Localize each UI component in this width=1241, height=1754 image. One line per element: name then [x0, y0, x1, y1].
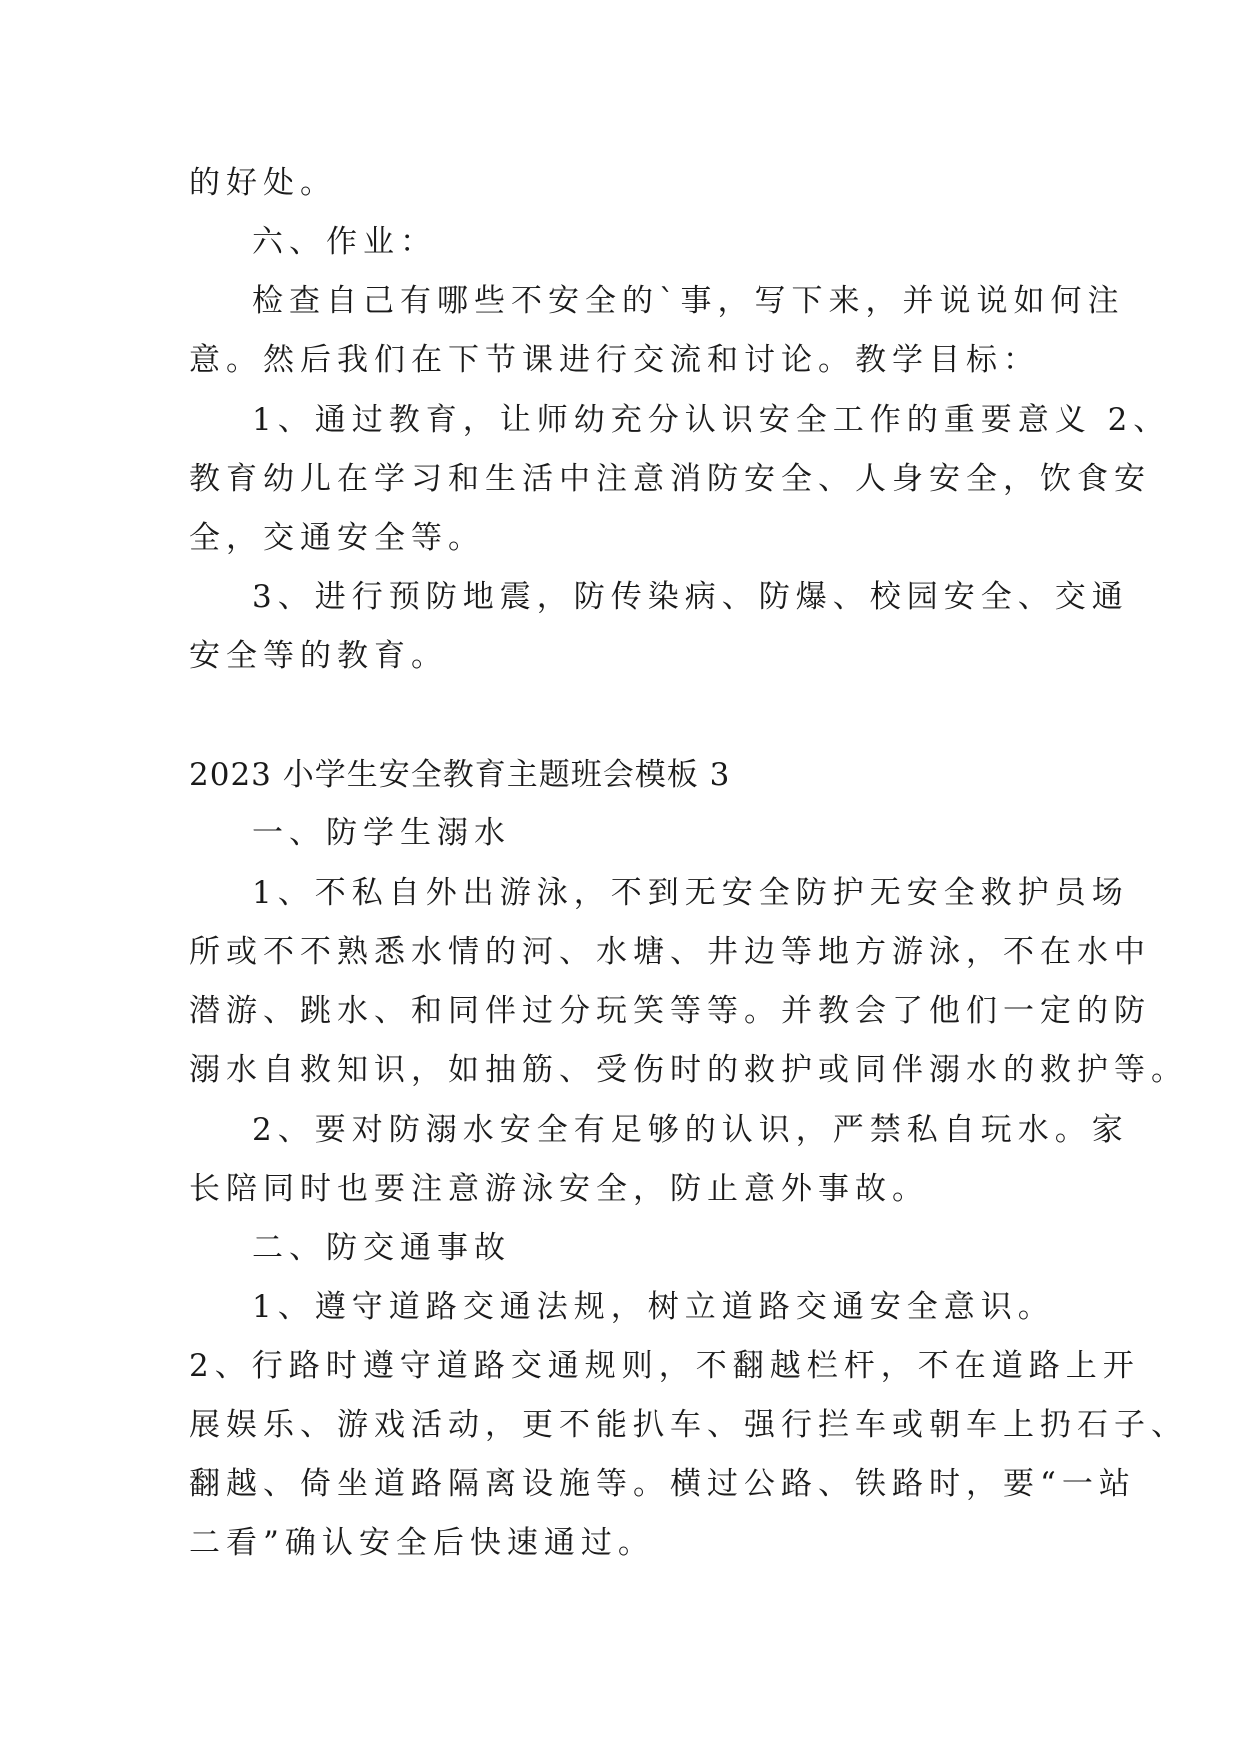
- text-line: 展娱乐、游戏活动，更不能扒车、强行拦车或朝车上扔石子、: [189, 1407, 1188, 1443]
- text-line: 潜游、跳水、和同伴过分玩笑等等。并教会了他们一定的防: [189, 993, 1151, 1029]
- text-line: 意。然后我们在下节课进行交流和讨论。教学目标：: [189, 342, 1040, 378]
- section-heading: 二、防交通事故: [252, 1230, 511, 1266]
- text-line: 的好处。: [189, 165, 337, 201]
- section-heading: 六、作业：: [252, 224, 437, 260]
- text-line: 全，交通安全等。: [189, 520, 485, 556]
- text-line: 1、不私自外出游泳，不到无安全防护无安全救护员场: [252, 875, 1129, 911]
- text-line: 翻越、倚坐道路隔离设施等。横过公路、铁路时，要“一站: [189, 1466, 1136, 1502]
- text-line: 2、行路时遵守道路交通规则，不翻越栏杆，不在道路上开: [189, 1348, 1140, 1384]
- text-line: 2、要对防溺水安全有足够的认识，严禁私自玩水。家: [252, 1112, 1129, 1148]
- text-line: 1、遵守道路交通法规，树立道路交通安全意识。: [252, 1289, 1055, 1325]
- section-heading: 一、防学生溺水: [252, 815, 511, 851]
- text-line: 安全等的教育。: [189, 638, 448, 674]
- text-line: 教育幼儿在学习和生活中注意消防安全、人身安全，饮食安: [189, 461, 1151, 497]
- text-line: 二看”确认安全后快速通过。: [189, 1525, 655, 1561]
- document-title: 2023 小学生安全教育主题班会模板 3: [189, 757, 731, 793]
- text-line: 1、通过教育，让师幼充分认识安全工作的重要意义 2、: [252, 402, 1171, 438]
- text-line: 所或不不熟悉水情的河、水塘、井边等地方游泳，不在水中: [189, 934, 1151, 970]
- text-line: 长陪同时也要注意游泳安全，防止意外事故。: [189, 1171, 929, 1207]
- text-line: 检查自己有哪些不安全的`事，写下来，并说说如何注: [252, 283, 1125, 319]
- text-line: 3、进行预防地震，防传染病、防爆、校园安全、交通: [252, 579, 1129, 615]
- text-line: 溺水自救知识，如抽筋、受伤时的救护或同伴溺水的救护等。: [189, 1052, 1188, 1088]
